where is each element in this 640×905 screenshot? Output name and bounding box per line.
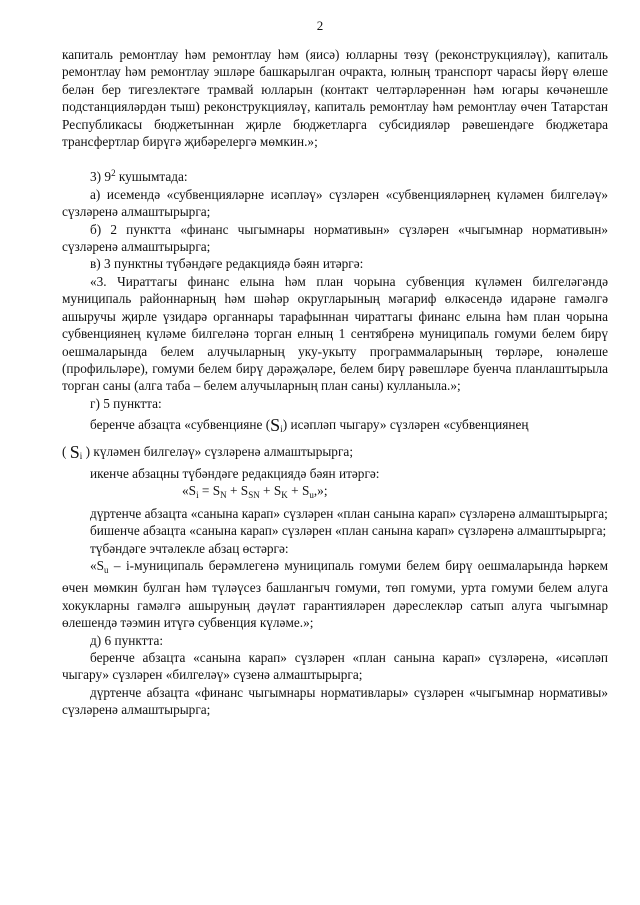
- subitem-d: д) 6 пунктта:: [90, 632, 164, 648]
- subitem-g-para-2: икенче абзацны түбәндәге редакциядә бәян итәргә:: [90, 465, 380, 481]
- item-3-heading: 3) $9^2$ кушымтада:: [90, 168, 188, 185]
- superscript: 2: [111, 168, 116, 179]
- subitem-b: б) 2 пунктта «финанс чыгымнары нормативын» сүзләрен «чыгымнар нормативын» сүзләренә алмаштырырга;: [62, 221, 608, 255]
- subitem-d-para-2: дүртенче абзацта «финанс чыгымнары нормативлары» сүзләрен «чыгымнар нормативы» сүзләренә алмаштырырга;: [62, 684, 608, 718]
- document-body: [62, 46, 608, 719]
- formula-symbol: S: [270, 415, 281, 436]
- subitem-g: г) 5 пунктта:: [90, 395, 162, 411]
- page-number: 2: [316, 18, 324, 33]
- subitem-g-para-4: бишенче абзацта «санына карап» сүзләрен «план санына карап» сүзләренә алмаштырырга;: [90, 523, 607, 539]
- formula-symbol: S: [69, 441, 80, 462]
- subitem-g-para-5: түбәндәге эчтәлекле абзац өстәргә:: [90, 540, 289, 556]
- subitem-g-para-1: беренче абзацта «субвенцияне $(S_i)$ исәпләп чыгару» сүзләрен «субвенциянең: [90, 415, 529, 436]
- quoted-point-3: «3. Чираттагы финанс елына һәм план чорына субвенция күләмен билгеләгәндә муниципаль районнарның һәм шәһәр округларының мәгариф өлкәсендә идарәне гамәлгә ашыручы җирле үзидарә органнары тарафыннан чираттагы финанс елына һәм план чорына субвенциянең күләме билгеләнә торган елның 1 сентябренә муниципаль гомуми белем бирү оешмаларында белем алучыларның уку-укыту программаларының төрләре, юнәлеше (профильләре), гомуми белем бирү дәрәҗәләре, белем бирү рәвешләре буенча планлаштырыла торган саны (алга таба – белем алучыларның план саны) кулланыла.»;: [62, 273, 608, 394]
- paragraph-continued: капиталь ремонтлау һәм ремонтлау һәм (яисә) юлларны төзү (реконструкцияләү), капиталь ремонтлау һәм ремонтлау эшләре башкарылган очракта, юлның транспорт чарасы йөрү өлеше белән бер тигезлектәге трамвай юлларын (контакт челтәрләреннән һәм югары көчәнешле подстанцияләрдән тыш) реконструкцияләү, капиталь ремонтлау һәм ремонтлау өчен Татарстан Республикасы бюджетыннан җирле бюджетларга субсидияләр рәвешендәге бюджетара трансфертлар бирүгә җибәрелергә мөмкин.»;: [62, 47, 608, 150]
- subitem-g-para-1-cont: ( $S_i$ ) күләмен билгеләү» сүзләренә алмаштырырга;: [62, 441, 354, 462]
- subitem-d-para-1: беренче абзацта «санына карап» сүзләрен «план санына карап» сүзләренә, «исәпләп чыгару» сүзләрен «билгеләү» сүзенә алмаштырырга;: [62, 650, 608, 683]
- subitem-g-para-6: «$S_u$ – i-муниципаль берәмлегенә муниципаль гомуми белем бирү оешмаларында һәркем өчен мөмкин булган һәм түләүсез башлангыч гомуми, төп гомуми, урта гомуми белем алуга хокукларны гамәлгә ашыруның дәүләт гарантияләрен дәреслекләр сатып алуга чыгымнар өлешендә тәэмин итүгә субвенция күләме.»;: [62, 557, 608, 631]
- subitem-g-para-3: дүртенче абзацта «санына карап» сүзләрен «план санына карап» сүзләренә алмаштырырга;: [90, 505, 608, 521]
- formula: «$S_i = S_N + S_{SN} + S_K + S_u$,»;: [182, 483, 328, 501]
- subitem-a: а) исемендә «субвенцияләрне исәпләү» сүзләрен «субвенцияләрнең күләмен билгеләү» сүзләренә алмаштырырга;: [62, 186, 608, 220]
- paragraph-gap: [62, 150, 608, 165]
- subitem-v: в) 3 пунктны түбәндәге редакциядә бәян итәргә:: [90, 256, 364, 272]
